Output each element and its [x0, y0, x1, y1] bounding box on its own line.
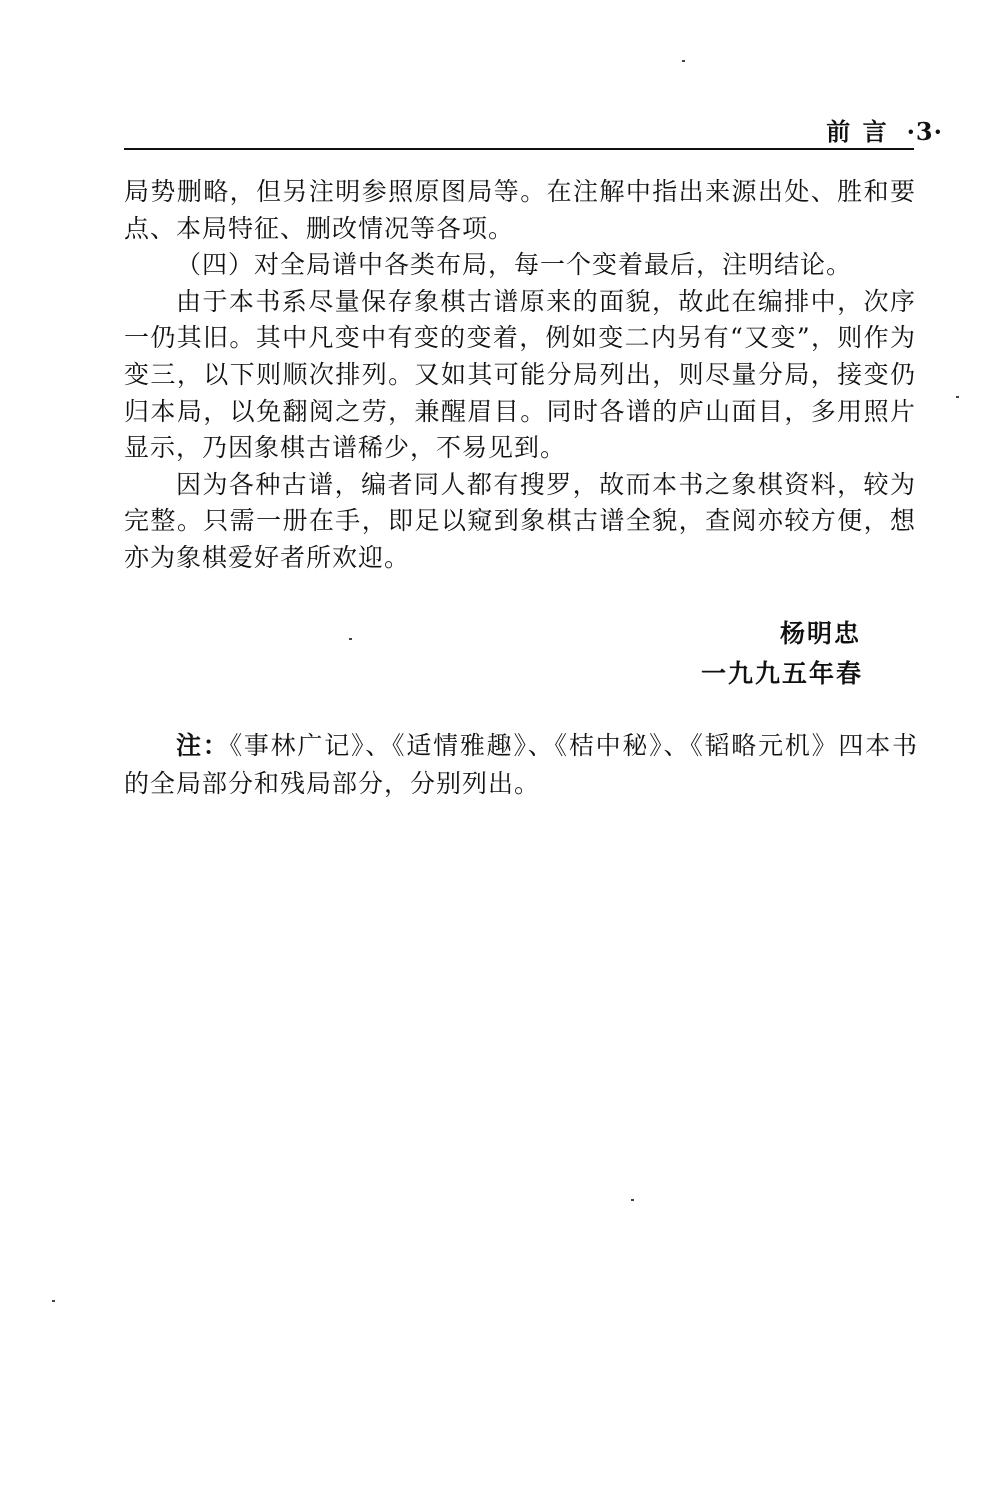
signature-block: [701, 615, 863, 693]
scan-speck: [349, 638, 352, 640]
running-header: [826, 112, 943, 147]
author-name: 杨明忠: [779, 619, 861, 648]
note-label: 注：: [176, 731, 230, 760]
scan-speck: [956, 396, 959, 398]
footnote: [124, 727, 918, 803]
body-text: [124, 174, 916, 577]
scan-speck: [682, 60, 685, 62]
scan-speck: [52, 1300, 55, 1302]
page-number: ·3·: [906, 117, 943, 146]
section-title: 前 言: [826, 117, 889, 146]
header-rule: [124, 148, 914, 150]
paragraph: 因为各种古谱，编者同人都有搜罗，故而本书之象棋资料，较为完整。只需一册在手，即足以窥到象棋古谱全貌，查阅亦较方便，想亦为象棋爱好者所欢迎。: [124, 469, 916, 572]
scan-speck: [631, 1199, 634, 1201]
note-paragraph: [124, 727, 918, 803]
paragraph: 局势删略，但另注明参照原图局等。在注解中指出来源出处、胜和要点、本局特征、删改情况等各项。: [124, 177, 916, 243]
note-text: 《事林广记》、《适情雅趣》、《桔中秘》、《韬略元机》四本书的全局部分和残局部分，分别列出。: [124, 731, 918, 798]
signature-date: 一九九五年春: [700, 659, 863, 688]
paragraph: 由于本书系尽量保存象棋古谱原来的面貌，故此在编排中，次序一仍其旧。其中凡变中有变的变着，例如变二内另有“又变”，则作为变三，以下则顺次排列。又如其可能分局列出，则尽量分局，接变仍归本局，以免翻阅之劳，兼醒眉目。同时各谱的庐山面目，多用照片显示，乃因象棋古谱稀少，不易见到。: [124, 286, 916, 463]
paragraph: （四）对全局谱中各类布局，每一个变着最后，注明结论。: [176, 250, 853, 280]
